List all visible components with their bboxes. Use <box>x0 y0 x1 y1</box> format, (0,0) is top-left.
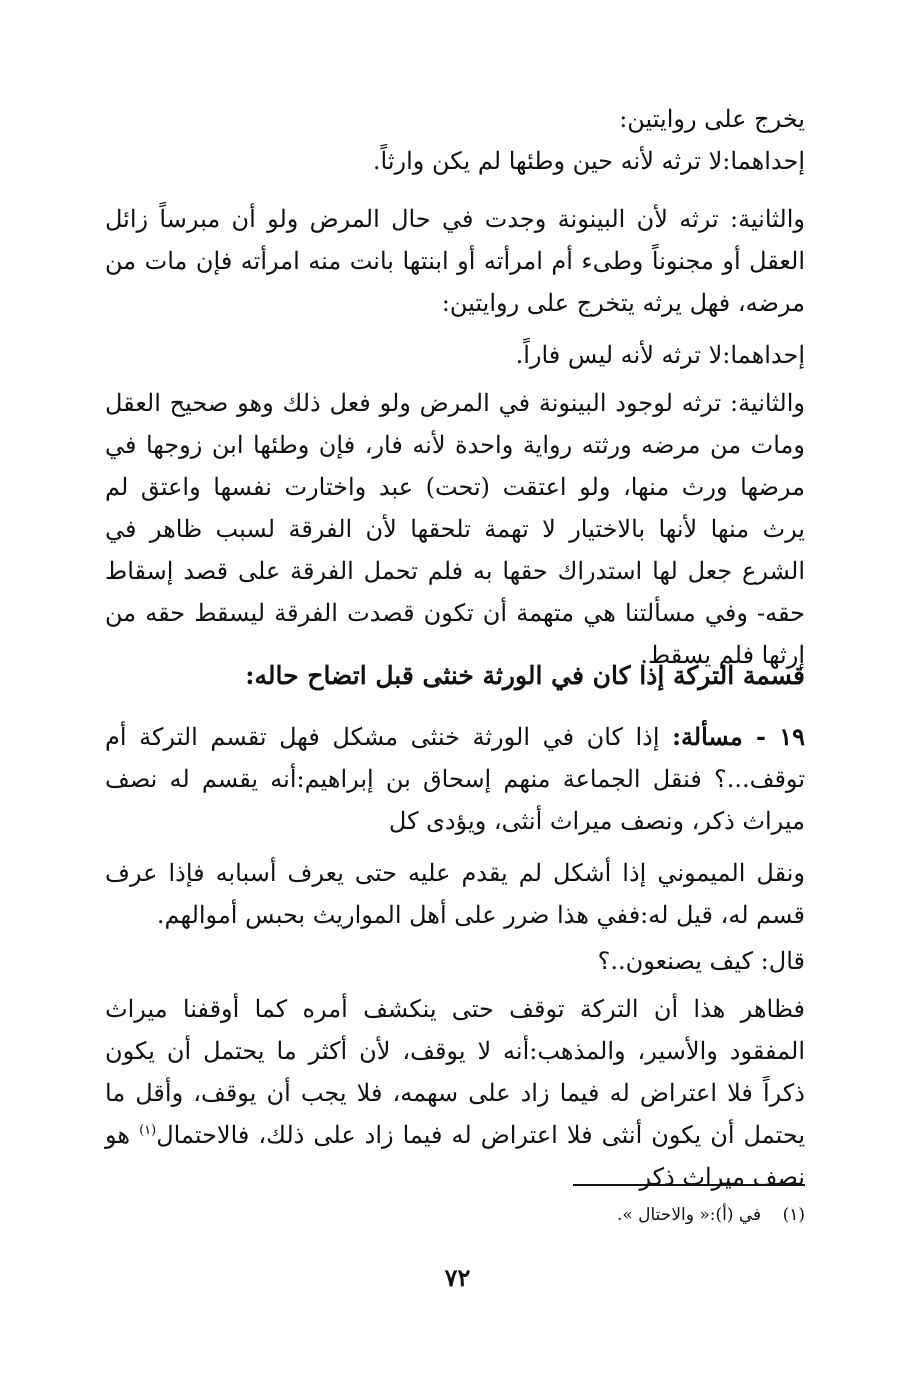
page-number: ٧٢ <box>444 1263 471 1292</box>
paragraph-2: إحداهما:لا ترثه لأنه حين وطئها لم يكن وارثاً. <box>372 147 805 175</box>
paragraph-9 <box>105 988 805 1198</box>
section-heading: قسمة التركة إذا كان في الورثة خنثى قبل اتضاح حاله: <box>245 661 805 690</box>
paragraph-8: قال: كيف يصنعون..؟ <box>597 947 805 975</box>
paragraph-6 <box>105 716 805 842</box>
footnote-marker: (١) <box>139 1123 157 1138</box>
footnote-separator <box>573 1184 805 1186</box>
paragraph-9-text-end: هو نصف ميراث ذكر <box>105 1121 805 1191</box>
paragraph-4: إحداهما:لا ترثه لأنه ليس فاراً. <box>515 341 805 369</box>
footnote-text: في (أ):« والاحتال ». <box>616 1205 762 1225</box>
paragraph-7: ونقل الميموني إذا أشكل لم يقدم عليه حتى يعرف أسبابه فإذا عرف قسم له، قيل له:ففي هذا ضرر على أهل المواريث بحبس أموالهم. <box>105 859 805 929</box>
footnote <box>105 1202 805 1228</box>
paragraph-9-text-start: فظاهر هذا أن التركة توقف حتى ينكشف أمره كما أوقفنا ميراث المفقود والأسير، والمذهب:أنه لا يوقف، لأن أكثر ما يحتمل أن يكون ذكراً فلا اعتراض له فيما زاد على سهمه، فلا يجب أن يوقف، وأقل ما يحتمل أن يكون أنثى فلا اعتراض له فيما زاد على ذلك، فالاحتمال <box>105 995 805 1149</box>
paragraph-6-text: إذا كان في الورثة خنثى مشكل فهل تقسم التركة أم توقف...؟ فنقل الجماعة منهم إسحاق بن إبراهيم:أنه يقسم له نصف ميراث ذكر، ونصف ميراث أنثى، ويؤدى كل <box>105 723 805 835</box>
paragraph-5: والثانية: ترثه لوجود البينونة في المرض ولو فعل ذلك وهو صحيح العقل ومات من مرضه ورثته رواية واحدة لأنه فار، فإن وطئها ابن زوجها في مرضها ورث منها، ولو اعتقت (تحت) عبد واختارت نفسها واعتق لم يرث منها لأنها بالاختيار لا تهمة تلحقها لأن الفرقة لسبب ظاهر في الشرع جعل لها استدراك حقها به فلم تحمل الفرقة على قصد إسقاط حقه- وفي مسألتنا هي متهمة أن تكون قصدت الفرقة ليسقط حقه من إرثها فلم يسقط. <box>105 389 805 669</box>
paragraph-1: يخرج على روايتين: <box>619 105 805 133</box>
footnote-number: (١) <box>782 1205 805 1225</box>
issue-label: ١٩ - مسألة: <box>672 722 805 751</box>
paragraph-3: والثانية: ترثه لأن البينونة وجدت في حال المرض ولو أن مبرساً زائل العقل أو مجنوناً وطىء أم امرأته أو ابنتها بانت منه امرأته فإن مات من مرضه، فهل يرثه يتخرج على روايتين: <box>105 205 805 317</box>
